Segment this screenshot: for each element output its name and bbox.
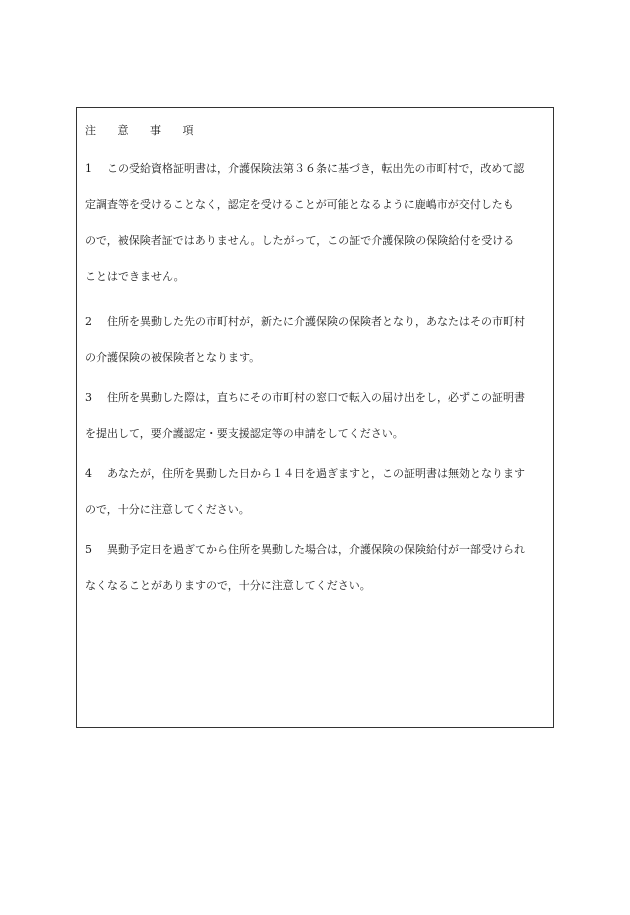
item-line: ので，十分に注意してください。: [85, 503, 250, 516]
item-line: の介護保険の被保険者となります。: [85, 351, 261, 364]
item-line: を提出して，要介護認定・要支援認定等の申請をしてください。: [85, 427, 404, 440]
notice-heading: 注 意 事 項: [85, 124, 203, 137]
item-number: 5: [85, 543, 92, 556]
item-line: 異動予定日を過ぎてから住所を異動した場合は，介護保険の保険給付が一部受けられ: [107, 543, 525, 556]
item-line: ことはできません。: [85, 270, 185, 283]
item-line: あなたが，住所を異動した日から１４日を過ぎますと，この証明書は無効となります: [107, 467, 525, 480]
item-line: ので，被保険者証ではありません。したがって，この証で介護保険の保険給付を受ける: [85, 234, 515, 247]
notice-box: [76, 107, 554, 728]
item-number: 2: [85, 315, 92, 328]
item-line: 住所を異動した際は，直ちにその市町村の窓口で転入の届け出をし，必ずこの証明書: [107, 391, 525, 404]
item-line: 定調査等を受けることなく，認定を受けることが可能となるように鹿嶋市が交付したも: [85, 198, 514, 211]
item-number: 1: [85, 162, 92, 175]
item-line: なくなることがありますので，十分に注意してください。: [85, 579, 371, 592]
item-line: 住所を異動した先の市町村が，新たに介護保険の保険者となり，あなたはその市町村: [107, 315, 525, 328]
item-line: この受給資格証明書は，介護保険法第３６条に基づき，転出先の市町村で，改めて認: [107, 162, 525, 175]
item-number: 4: [85, 467, 92, 480]
item-number: 3: [85, 391, 92, 404]
